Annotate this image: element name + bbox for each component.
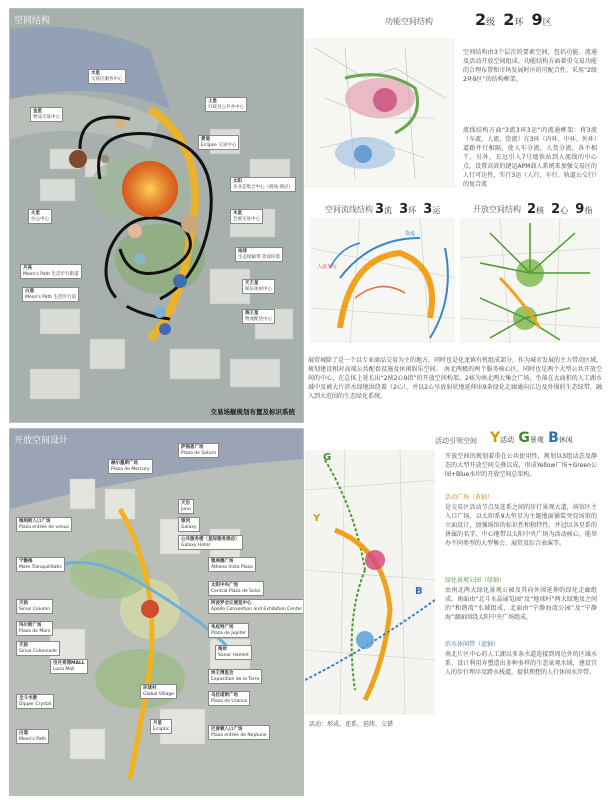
planet-name: 地球 [238, 249, 247, 254]
design-label [50, 659, 88, 674]
blue-axis-heading: 滨水休闲带（蓝轴） [445, 641, 500, 648]
planet-sub: 交易区服务中心 [91, 76, 123, 82]
section-2-title: 开放空间设计 [14, 436, 69, 446]
design-label-cn: 全斗水港 [19, 696, 37, 701]
planet-sub: 娱乐休闲中心 [245, 286, 272, 292]
big-txt-3: 区 [542, 18, 552, 28]
section-title: 空间结构 [14, 16, 51, 26]
big-num-1: 2 [475, 10, 487, 29]
design-label-en: Sirius Colonnade [19, 648, 57, 654]
planet-name: 太阳 [233, 179, 242, 184]
blue-axis-paragraph: 南北片区中心的人工湖以多条水道连接到周边外的区域水系，设计利用弃塑造出多种多样的生态景观水域，建设宜人的步行埋岸及跨水栈道，提供理想的人行休闲水岸带。 [445, 651, 597, 676]
design-label-en: Galaxy Hotel [181, 542, 210, 548]
green-axis-heading: 绿化景观公园（绿轴） [445, 577, 506, 584]
design-label [208, 599, 304, 614]
planet-label [242, 279, 275, 294]
planet-label [88, 69, 126, 84]
design-label [16, 694, 54, 709]
open-space-title: 开放空间结构 [473, 205, 521, 214]
open-space-design-panel [9, 428, 304, 796]
design-label [208, 581, 264, 596]
planet-sub: 办公中心 [31, 216, 49, 222]
planet-label [235, 247, 283, 262]
planet-name: 木星 [233, 211, 242, 216]
open-space-big-title [527, 198, 592, 217]
functional-big-title [475, 10, 552, 29]
planet-label [28, 209, 52, 224]
planet-name: 天王星 [245, 281, 259, 286]
design-label [208, 691, 250, 706]
planet-name: 火星 [31, 211, 40, 216]
yellow-axis-paragraph: 是交易区活动节点及连系之间的步行景观大道，场馆区主入口广场，以太阳系9大恒星为主题地面铺装突显场馆的立面设计，加强场馆的标识性和独特性。并冠以各星系的拼属的名字，中心地带以太阳中央广场为活动核心，能举办不同类型的大型集会、展贸及综合表演等。 [445, 504, 597, 547]
functional-paragraph-1: 空间结构由3个层次的要素空间，包括功能、流通及活动开放空间组成。功能结构方面着重交易功能的合理布置和市场发展时序的可配合性。采用“2级2环9区”的结构框架。 [463, 49, 597, 83]
circ-txt-2: 环 [408, 206, 417, 215]
design-label-en: Galaxy [181, 524, 197, 530]
arrow-label-2: 货流 [405, 231, 416, 237]
map-label-b: B [415, 586, 423, 597]
design-label-en: Plaza de Saturn [181, 450, 217, 456]
big-txt-1: 级 [486, 18, 496, 28]
design-label-cn: 月星 [153, 721, 162, 726]
spatial-structure-panel [9, 8, 304, 423]
planet-name: 金星 [33, 109, 42, 114]
design-label-en: Plaza de Mercury [111, 466, 150, 472]
design-label [208, 557, 256, 572]
design-label-cn: 维纳斯入口广场 [19, 519, 51, 524]
design-label-en: Plaza entrée de Neptune [211, 732, 267, 738]
design-label-en: Dipper Crystal [19, 701, 52, 707]
functional-paragraph-2: 流线结构方面“3流3环3运”的流通框架：将3流（车流、人流、货流）在3环（内环、中环、外环）道路并行相隔，使人车分流，人货分流，各不相干。另外，长远引入7号地铁站到人流线的中心点，设置高效的捷运APM载人系统来加强交易区的人行可达性，实行3运（人行、车行、轨道公交行）的复合流 [463, 127, 597, 188]
activity-title: 活动引领空间 [435, 437, 477, 445]
activity-map [305, 450, 435, 715]
circ-num-1: 3 [375, 202, 385, 217]
planet-name: 水星 [91, 71, 100, 76]
design-label-cn: 海岸 [218, 647, 227, 652]
design-label-cn: 尼普顿入口广场 [211, 727, 243, 732]
design-label [140, 684, 177, 699]
map-label-y: Y [313, 513, 321, 524]
big-txt-2: 环 [514, 18, 524, 28]
design-label [208, 623, 249, 638]
circulation-big-title [375, 198, 440, 217]
design-label [16, 729, 49, 744]
planet-name: 黄道 [201, 137, 210, 142]
circ-txt-3: 运 [432, 206, 441, 215]
circulation-map [310, 218, 455, 343]
planet-label [230, 177, 296, 192]
open-num-2: 2 [551, 202, 561, 217]
planet-label [230, 209, 263, 224]
design-label-en: Global Village [143, 691, 174, 697]
planet-label [20, 264, 82, 279]
functional-title: 功能空间结构 [385, 17, 433, 26]
legend-y-key: Y [490, 430, 501, 446]
open-num-1: 2 [527, 202, 537, 217]
planet-name: 土星 [208, 99, 217, 104]
circulation-title: 空间流线结构 [325, 205, 373, 214]
map-label-g: G [323, 452, 332, 463]
design-label-en: Apollo Convention and Exhibition Center [211, 606, 303, 612]
planet-sub: 多业态集合中心（商场·酒店） [233, 184, 293, 190]
green-axis-paragraph: 由南北两大绿化景观公园及其向外围延伸的绿化走廊组成。南面由“北斗水晶展览园”及“地球村”两大绿地及之间的“和谐湾”水域组成，北面由“宁静海湾公园”及“宁静海”湖面围绕太阳中央广场组成。 [445, 587, 597, 621]
design-label [178, 535, 243, 550]
design-label-cn: 宁静海 [19, 559, 33, 564]
design-label [178, 517, 200, 532]
legend-y-text: 活动 [500, 436, 515, 444]
planet-name: 月亮 [23, 266, 32, 271]
planet-sub: Eclipse 交易中心 [201, 142, 237, 148]
activity-paragraph-1: 开放空间的规划着重在公共使用性，规划以3组动态及静态的大型开放空间交叠以成，形成Yellow广场+Green公园+Blue水岸的开放空间总架构。 [445, 453, 597, 478]
design-label [108, 459, 153, 474]
circ-num-3: 3 [423, 202, 433, 217]
design-label [150, 719, 172, 734]
design-label-en: Plaza de Jupiter [211, 630, 246, 636]
design-label-en: Central Plaza de Solar [211, 588, 261, 594]
design-label [16, 557, 65, 572]
design-label [16, 641, 60, 656]
legend-g-text: 景观 [529, 436, 544, 444]
design-label-cn: 银河 [181, 519, 190, 524]
planet-label [22, 287, 79, 302]
design-label-en: Mare Tranquillitatis [19, 564, 62, 570]
design-label-cn: 乌拉诺斯广场 [211, 693, 238, 698]
open-txt-3: 指 [584, 206, 593, 215]
design-label-cn: 公共服务楼（星际服务酒店） [181, 537, 240, 542]
design-label-cn: 阿波罗会议展览中心 [211, 601, 252, 606]
activity-footer: 活动：形成、连系、延续、交错 [309, 721, 394, 728]
design-label-en: Sonar Hamlet [218, 652, 249, 658]
functional-structure-area [305, 8, 603, 353]
planet-sub: 行政及公共办中心 [208, 104, 244, 110]
yellow-axis-heading: 活动广场（黄轴） [445, 494, 494, 501]
design-label [208, 669, 262, 684]
design-label-en: Sirius Column [19, 606, 51, 612]
legend-b-text: 休闲 [558, 436, 573, 444]
design-label-cn: 环球村 [143, 686, 157, 691]
design-label-en: Exposition de la Terre [211, 676, 260, 682]
design-label-cn: 天后 [181, 501, 190, 506]
overview-paragraph: 展贸城除了是一个以专业商品交易为主的地方，同时也是化龙镇有机组成部分，作为城市发展的主力带动区域，规划建设相对高端公共配套设施及休闲娱乐空间。 南北两极的两个服务核心区，同时也是两个大型公共开放空间的中心，在总体上延长出“2核2心9指”的开放空间构架。2核为南北两大集会广场，坐落在大面积的人工湖水域中及被大片滨水绿地围绕着（2心），并以2心呈放射状地延伸出9条绿化走廊通向江边及外围的生态绿带，融入到大范围的生态绿化系统。 [308, 357, 603, 400]
circ-num-2: 3 [399, 202, 409, 217]
open-txt-2: 心 [560, 206, 569, 215]
circ-txt-1: 流 [384, 206, 393, 215]
open-txt-1: 核 [536, 206, 545, 215]
planet-sub: 物品交易中心 [33, 114, 60, 120]
activity-legend [490, 430, 573, 446]
planet-label [205, 97, 247, 112]
planet-label [30, 107, 63, 122]
design-label-cn: 天狼 [19, 643, 28, 648]
design-label-cn: 天狼 [19, 601, 28, 606]
design-label-cn: 朱庇特广场 [211, 625, 234, 630]
planet-sub: Moon's Path 生活步行街道 [23, 271, 79, 277]
planet-name: 海王星 [245, 311, 259, 316]
design-label-cn: 坤王博览会 [211, 671, 234, 676]
design-label-cn: 太阳中央广场 [211, 583, 238, 588]
design-label-en: Athena Vista Plaza [211, 564, 253, 570]
design-label-en: Ecliptic [153, 726, 170, 732]
planet-label [242, 309, 275, 324]
planet-sub: 生态绿廊带·景观环境 [238, 254, 280, 260]
design-label-en: Plaza entrée de venus [19, 524, 69, 530]
design-label-cn: 白道 [19, 731, 28, 736]
open-space-map [460, 218, 600, 343]
design-label-en: Plaza de Mars [19, 628, 51, 634]
design-label [178, 499, 194, 514]
design-label [16, 621, 53, 636]
design-label-cn: 赫尔墨斯广场 [111, 461, 138, 466]
planet-sub: 物流配送中心 [245, 316, 272, 322]
planet-name: 白道 [25, 289, 34, 294]
design-label [16, 599, 53, 614]
design-label-en: Luna Mall [53, 666, 75, 672]
planet-sub: 会展交易中心 [233, 216, 260, 222]
design-label-cn: 玛尔斯广场 [19, 623, 42, 628]
design-label [208, 725, 270, 740]
map-caption: 交易场舰规划布置及标识系统 [210, 408, 295, 416]
big-num-2: 2 [503, 10, 515, 29]
design-label-cn: 雅典娜广场 [211, 559, 234, 564]
design-label-cn: 空月亮湾MALL [53, 661, 85, 666]
big-num-3: 9 [531, 10, 543, 29]
legend-g-key: G [518, 430, 530, 446]
design-label [16, 517, 72, 532]
activity-area [305, 428, 603, 794]
design-label-en: Juno [181, 506, 191, 512]
planet-sub: Moon's Path 生活步行道 [25, 294, 77, 300]
design-label-en: Plaza de Uranus [211, 698, 248, 704]
design-label [178, 443, 219, 458]
functional-map [305, 38, 455, 188]
arrow-label-1: 人流车行 [317, 264, 338, 270]
planet-label [198, 135, 239, 150]
design-label-cn: 萨图恩广场 [181, 445, 204, 450]
open-num-3: 9 [575, 202, 585, 217]
design-label-en: Moon's Path [19, 736, 47, 742]
design-label [215, 645, 252, 660]
legend-b-key: B [548, 430, 559, 446]
